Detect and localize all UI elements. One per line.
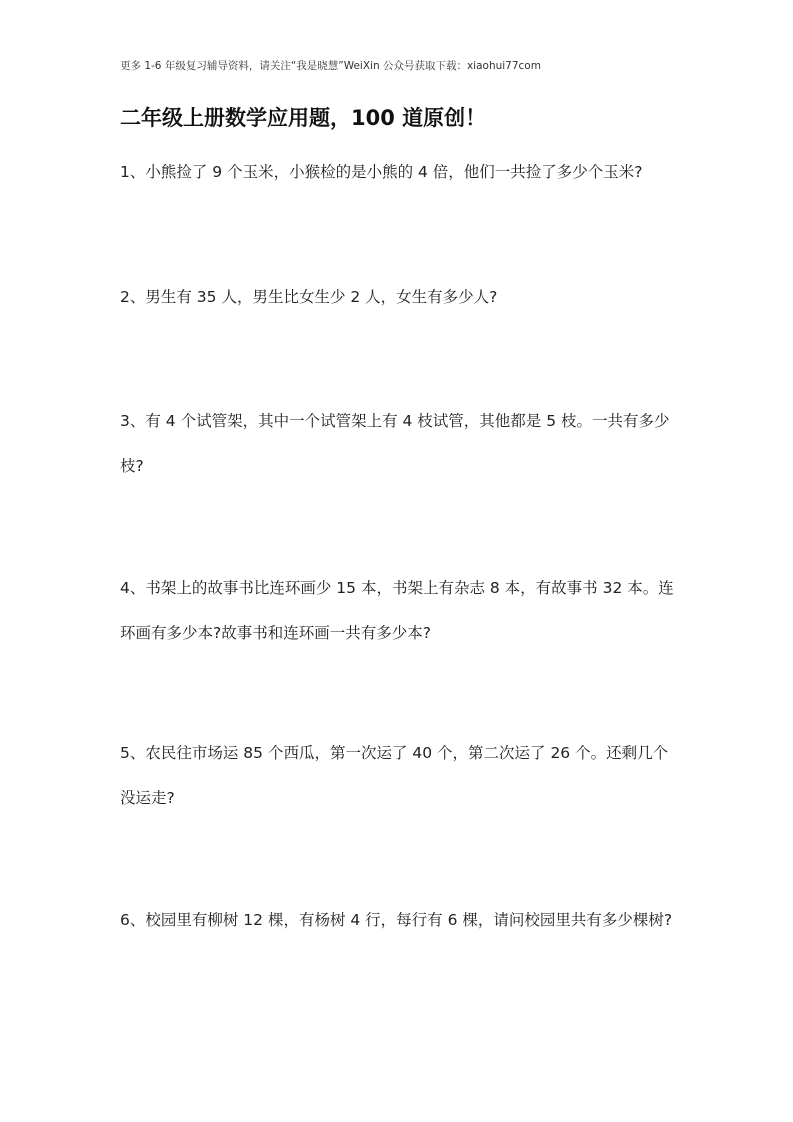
question-4: 4、书架上的故事书比连环画少 15 本，书架上有杂志 8 本，有故事书 32 本。连环画有多少本?故事书和连环画一共有多少本? xyxy=(120,579,674,642)
page-title: 二年级上册数学应用题，100 道原创！ xyxy=(120,106,487,130)
question-3: 3、有 4 个试管架，其中一个试管架上有 4 枝试管，其他都是 5 枝。一共有多少枝? xyxy=(120,412,670,475)
question-2: 2、男生有 35 人，男生比女生少 2 人，女生有多少人? xyxy=(120,288,498,306)
question-6: 6、校园里有柳树 12 棵，有杨树 4 行，每行有 6 棵，请问校园里共有多少棵树? xyxy=(120,911,673,929)
header-note: 更多 1-6 年级复习辅导资料，请关注“我是晓慧”WeiXin 公众号获取下载：xiaohui77com xyxy=(120,60,541,72)
question-5: 5、农民往市场运 85 个西瓜，第一次运了 40 个，第二次运了 26 个。还剩几个没运走? xyxy=(120,744,669,807)
question-1: 1、小熊捡了 9 个玉米，小猴检的是小熊的 4 倍，他们一共捡了多少个玉米? xyxy=(120,163,643,181)
